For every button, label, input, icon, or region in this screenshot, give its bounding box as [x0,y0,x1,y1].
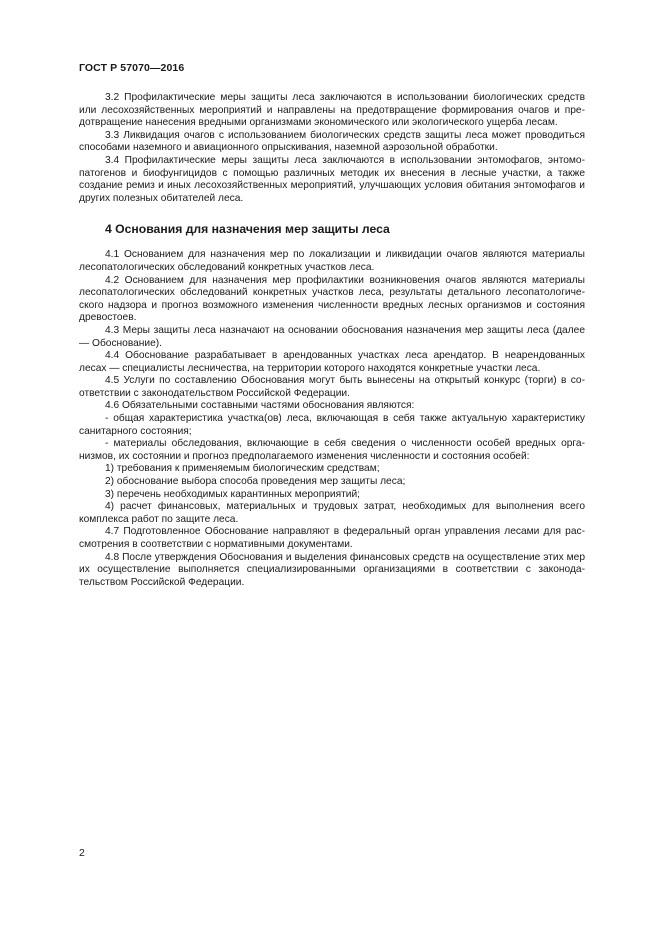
paragraph-3-4: 3.4 Профилактические меры защиты леса заключаются в использовании энтомофагов, энтомопатогенов и биофунгицидов с помощью различных методик их внесения в лесные участки, а также создание ремиз и иных лесохозяйственных мероприятий, улучшающих условия обитания энтомофагов и других полезных обитателей леса. [79,154,585,204]
list-item-dash-2: - материалы обследования, включающие в себя сведения о численности особей вредных организмов, их состоянии и прогноз предполагаемого изменения численности и состояния особей: [79,438,585,462]
paragraph-4-2: 4.2 Основанием для назначения мер профилактики возникновения очагов являются материалы лесопатологических обследований конкретных участков леса, результаты детального лесопатологического надзора и прогноз возможного изменения численности вредных лесных организмов и состояния древостоев. [79,274,585,324]
paragraph-4-5: 4.5 Услуги по составлению Обоснования могут быть вынесены на открытый конкурс (торги) в соответствии с законодательством Российской Федерации. [79,375,585,399]
section-4-heading: 4 Основания для назначения мер защиты леса [105,222,390,237]
paragraph-3-3: 3.3 Ликвидация очагов с использованием биологических средств защиты леса может проводиться способами наземного и авиационного опрыскивания, наземной аэрозольной обработки. [79,129,585,154]
standard-code: ГОСТ Р 57070—2016 [79,62,185,74]
paragraph-4-7: 4.7 Подготовленное Обоснование направляют в федеральный орган управления лесами для рассмотрения в соответствии с нормативными документами. [79,526,585,550]
paragraph-4-8: 4.8 После утверждения Обоснования и выделения финансовых средств на осуществление этих мер их осуществление выполняется специализированными организациями в соответствии с законодательством Российской Федерации. [79,551,585,588]
document-header [79,62,184,74]
list-item-2: 2) обоснование выбора способа проведения мер защиты леса; [105,476,406,488]
list-item-dash-1: - общая характеристика участка(ов) леса, включающая в себя также актуальную характеристику санитарного состояния; [79,413,585,437]
paragraph-4-4: 4.4 Обоснование разрабатывает в арендованных участках леса арендатор. В неарендованных лесах — специалисты лесничества, на территории которого находятся конкретные участки леса. [79,350,585,374]
paragraph-4-6: 4.6 Обязательными составными частями обоснования являются: [105,400,415,412]
paragraph-3-2: 3.2 Профилактические меры защиты леса заключаются в использовании биологических средств или лесохозяйственных мероприятий и направлены на предотвращение формирования очагов и предотвращение нанесения вредными организмами экономического или экологического ущерба лесам. [79,92,585,129]
page-body [79,92,585,589]
paragraph-4-3: 4.3 Меры защиты леса назначают на основании обоснования назначения мер защиты леса (далее — Обоснование). [79,324,585,349]
page-number: 2 [79,847,85,859]
list-item-4: 4) расчет финансовых, материальных и трудовых затрат, необходимых для выполнения всего комплекса работ по защите леса. [79,501,585,525]
list-item-3: 3) перечень необходимых карантинных мероприятий; [105,488,360,500]
list-item-1: 1) требования к применяемым биологическим средствам; [105,463,380,475]
paragraph-4-1: 4.1 Основанием для назначения мер по локализации и ликвидации очагов являются материалы лесопатологических обследований конкретных участков леса. [79,249,585,273]
